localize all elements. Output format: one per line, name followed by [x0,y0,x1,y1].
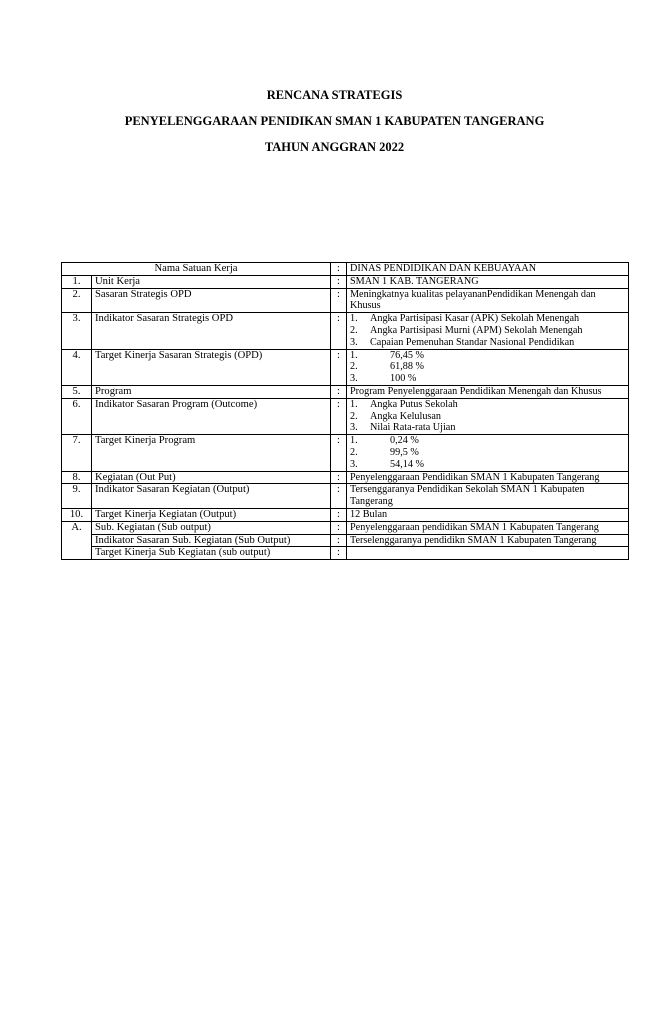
row-label: Target Kinerja Kegiatan (Output) [92,508,331,521]
row-value-list [347,313,629,349]
list-item [350,422,625,434]
table-row [62,435,629,471]
list-text: 61,88 % [390,361,424,373]
list-item [350,350,625,362]
row-number: 2. [62,288,92,313]
row-label: Sub. Kegiatan (Sub output) [92,521,331,534]
row-label: Sasaran Strategis OPD [92,288,331,313]
list-text: Capaian Pemenuhan Standar Nasional Pendidikan [370,336,575,348]
title-line-1: RENCANA STRATEGIS [266,88,403,102]
list-item [350,459,625,471]
list-text: Nilai Rata-rata Ujian [370,422,456,434]
colon: : [331,288,347,313]
list-item [350,399,625,411]
list-item [350,313,625,325]
list-number: 2. [350,324,358,336]
row-label: Target Kinerja Sasaran Strategis (OPD) [92,349,331,385]
list-text: 100 % [390,373,417,385]
list-number: 3. [350,373,358,385]
row-value: Tersenggaranya Pendidikan Sekolah SMAN 1 Kabupaten Tangerang [347,484,629,509]
colon: : [331,385,347,398]
row-value: Penyelenggaraan Pendidikan SMAN 1 Kabupaten Tangerang [347,471,629,484]
list-text: 99,5 % [390,446,419,458]
colon: : [331,263,347,276]
table-row [62,275,629,288]
row-label: Indikator Sasaran Program (Outcome) [92,398,331,434]
row-value-list [347,398,629,434]
row-value: Meningkatnya kualitas pelayananPendidikan Menengah dan Khusus [347,288,629,313]
list-number: 1. [350,435,358,447]
table-row [62,288,629,313]
list-text: Angka Putus Sekolah [370,398,458,410]
row-value: Penyelenggaraan pendidikan SMAN 1 Kabupaten Tangerang [347,521,629,534]
colon: : [331,534,347,547]
row-number: 3. [62,313,92,349]
list-text: Angka Partisipasi Murni (APM) Sekolah Menengah [370,324,583,336]
table-row [62,534,629,547]
row-label: Indikator Sasaran Kegiatan (Output) [92,484,331,509]
colon: : [331,547,347,560]
row-value: Program Penyelenggaraan Pendidikan Menengah dan Khusus [347,385,629,398]
list-item [350,361,625,373]
row-label: Indikator Sasaran Sub. Kegiatan (Sub Output) [92,534,331,547]
row-label: Indikator Sasaran Strategis OPD [92,313,331,349]
row-value: Terselenggaranya pendidikn SMAN 1 Kabupaten Tangerang [347,534,629,547]
table-row [62,398,629,434]
table-row [62,471,629,484]
list-number: 1. [350,349,358,361]
row-number: 7. [62,435,92,471]
row-value [347,547,629,560]
colon: : [331,508,347,521]
row-label: Kegiatan (Out Put) [92,471,331,484]
header-label: Nama Satuan Kerja [62,263,331,276]
colon: : [331,521,347,534]
row-number: 8. [62,471,92,484]
list-text: Angka Kelulusan [370,410,442,422]
row-number: 6. [62,398,92,434]
list-text: Angka Partisipasi Kasar (APK) Sekolah Menengah [370,313,580,325]
row-value: SMAN 1 KAB. TANGERANG [347,275,629,288]
colon: : [331,484,347,509]
document-title [0,89,669,167]
list-text: 0,24 % [390,435,419,447]
row-number: 10. [62,508,92,521]
row-label: Target Kinerja Program [92,435,331,471]
list-item [350,435,625,447]
row-value-list [347,349,629,385]
list-number: 2. [350,446,358,458]
row-number: A. [62,521,92,559]
list-number: 3. [350,422,358,434]
table-row [62,385,629,398]
row-label: Program [92,385,331,398]
header-row [62,263,629,276]
title-line-3: TAHUN ANGGRAN 2022 [264,140,405,154]
row-value-list [347,435,629,471]
table-row [62,547,629,560]
list-item [350,373,625,385]
table-row [62,349,629,385]
table-row [62,508,629,521]
title-line-2: PENYELENGGARAAN PENIDIKAN SMAN 1 KABUPATEN TANGERANG [124,114,545,128]
table-row [62,521,629,534]
colon: : [331,275,347,288]
row-number: 1. [62,275,92,288]
colon: : [331,435,347,471]
colon: : [331,471,347,484]
colon: : [331,349,347,385]
strategic-plan-table [61,262,629,560]
list-text: 54,14 % [390,458,424,470]
row-number: 9. [62,484,92,509]
colon: : [331,313,347,349]
table-row [62,484,629,509]
list-item [350,325,625,337]
row-value: 12 Bulan [347,508,629,521]
list-text: 76,45 % [390,349,424,361]
list-number: 3. [350,336,358,348]
list-number: 3. [350,458,358,470]
list-number: 2. [350,361,358,373]
colon: : [331,398,347,434]
list-number: 1. [350,313,358,325]
table-row [62,313,629,349]
row-number: 4. [62,349,92,385]
list-item [350,337,625,349]
list-item [350,411,625,423]
row-label: Target Kinerja Sub Kegiatan (sub output) [92,547,331,560]
row-number: 5. [62,385,92,398]
row-label: Unit Kerja [92,275,331,288]
list-number: 2. [350,410,358,422]
list-number: 1. [350,398,358,410]
list-item [350,447,625,459]
header-value: DINAS PENDIDIKAN DAN KEBUAYAAN [347,263,629,276]
